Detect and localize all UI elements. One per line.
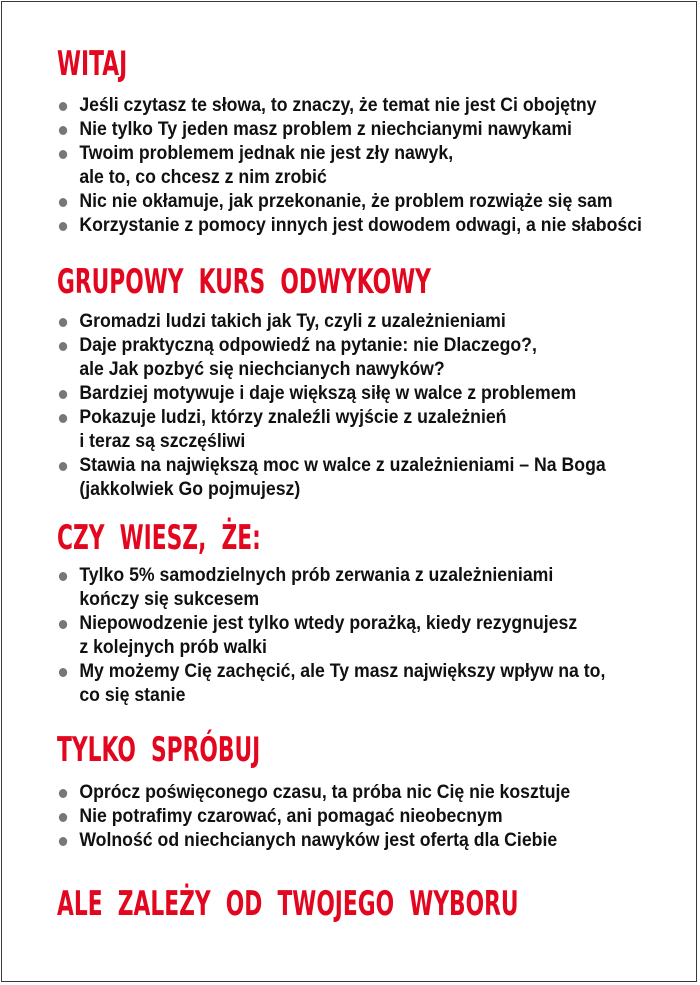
bullet-icon xyxy=(59,222,67,231)
bullet-icon xyxy=(59,572,67,581)
list-witaj xyxy=(57,94,686,238)
list-item: My możemy Cię zachęcić, ale Ty masz największy wpływ na to, co się stanie xyxy=(57,660,605,708)
list-item: Nie tylko Ty jeden masz problem z niechcianymi nawykami xyxy=(57,118,642,142)
bullet-icon xyxy=(59,390,67,399)
list-item: Nie potrafimy czarować, ani pomagać nieobecnym xyxy=(57,805,570,829)
bullet-icon xyxy=(59,318,67,327)
bullet-icon xyxy=(59,414,67,423)
bullet-icon xyxy=(59,102,67,111)
bullet-icon xyxy=(59,126,67,135)
list-item: Gromadzi ludzi takich jak Ty, czyli z uzależnieniami xyxy=(57,310,606,334)
bullet-icon xyxy=(59,342,67,351)
bullet-icon xyxy=(59,198,67,207)
list-item: Niepowodzenie jest tylko wtedy porażką, kiedy rezygnujesz z kolejnych prób walki xyxy=(57,612,605,660)
list-item: Pokazuje ludzi, którzy znaleźli wyjście z uzależnień i teraz są szczęśliwi xyxy=(57,406,606,454)
list-item: Oprócz poświęconego czasu, ta próba nic Cię nie kosztuje xyxy=(57,781,570,805)
list-item: Twoim problemem jednak nie jest zły nawyk, ale to, co chcesz z nim zrobić xyxy=(57,142,642,190)
bullet-icon xyxy=(59,837,67,846)
list-item: Bardziej motywuje i daje większą siłę w walce z problemem xyxy=(57,382,606,406)
bullet-icon xyxy=(59,150,67,159)
closing-heading: ALE ZALEŻY OD TWOJEGO WYBORU xyxy=(57,884,519,924)
heading-witaj: WITAJ xyxy=(57,44,128,84)
list-item: Tylko 5% samodzielnych prób zerwania z uzależnieniami kończy się sukcesem xyxy=(57,564,605,612)
bullet-icon xyxy=(59,620,67,629)
list-czy-wiesz xyxy=(57,564,647,708)
bullet-icon xyxy=(59,668,67,677)
list-item: Stawia na największą moc w walce z uzależnieniami – Na Boga (jakkolwiek Go pojmujesz) xyxy=(57,454,606,502)
bullet-icon xyxy=(59,462,67,471)
heading-tylko-sprobuj: TYLKO SPRÓBUJ xyxy=(57,730,261,770)
list-tylko-sprobuj xyxy=(57,781,609,853)
list-item: Nic nie okłamuje, jak przekonanie, że problem rozwiąże się sam xyxy=(57,190,642,214)
list-item: Daje praktyczną odpowiedź na pytanie: nie Dlaczego?, ale Jak pozbyć się niechcianych nawyków? xyxy=(57,334,606,382)
heading-czy-wiesz: CZY WIESZ, ŻE: xyxy=(57,518,261,558)
heading-grupowy-kurs: GRUPOWY KURS ODWYKOWY xyxy=(57,262,431,302)
bullet-icon xyxy=(59,813,67,822)
list-item: Wolność od niechcianych nawyków jest ofertą dla Ciebie xyxy=(57,829,570,853)
list-grupowy-kurs xyxy=(57,310,647,502)
bullet-icon xyxy=(59,789,67,798)
list-item: Korzystanie z pomocy innych jest dowodem odwagi, a nie słabości xyxy=(57,214,642,238)
list-item: Jeśli czytasz te słowa, to znaczy, że temat nie jest Ci obojętny xyxy=(57,94,642,118)
